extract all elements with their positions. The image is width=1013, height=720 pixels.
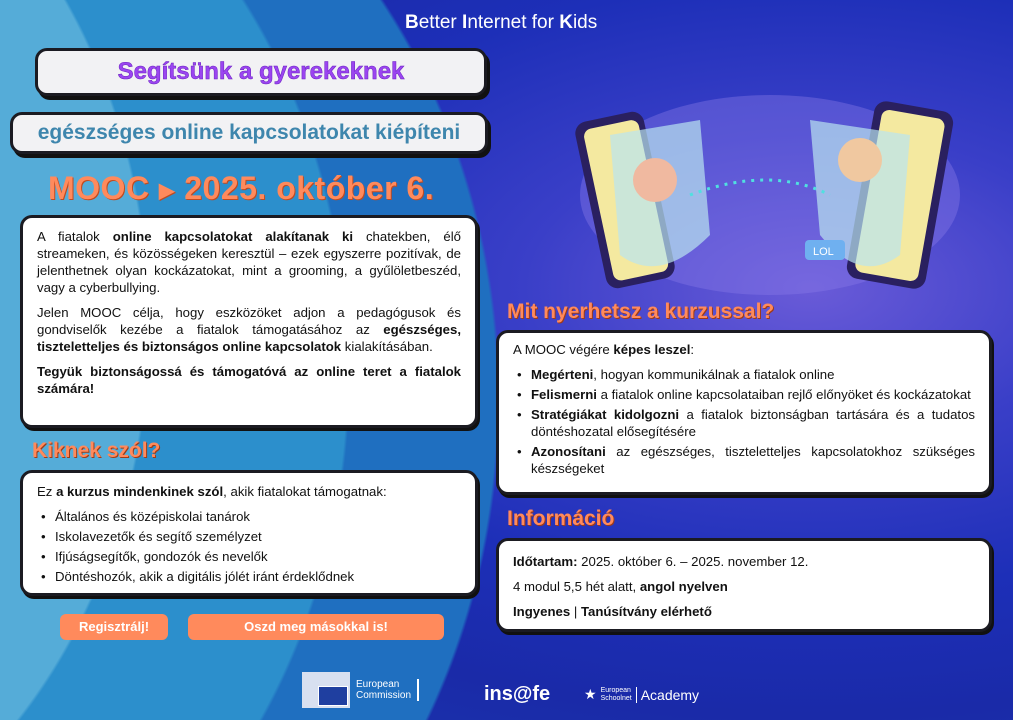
list-item: • Ifjúságsegítők, gondozók és nevelők: [37, 548, 461, 565]
list-item: • Stratégiákat kidolgozni a fiatalok biztonságban tartására és a tudatos döntéshozatal elősegítésére: [513, 406, 975, 440]
title-line-1: Segítsünk a gyerekeknek: [35, 48, 487, 96]
list-item: • Azonosítani az egészséges, tiszteletteljes kapcsolatokhoz szükséges készségeket: [513, 443, 975, 477]
audience-heading: Kiknek szól?: [32, 439, 161, 462]
play-icon: ▶: [158, 180, 175, 203]
list-item: • Megérteni, hogyan kommunikálnak a fiatalok online: [513, 366, 975, 383]
intro-box: A fiatalok online kapcsolatokat alakítanak ki chatekben, élő streameken, és közösségeken keresztül – ezek egyszerre pozitívak, de jelenthetnek olyan kockázatokat, mint a grooming, a gyűlöletbeszéd, vagy a cyberbullying. Jelen MOOC célja, hogy eszközöket adjon a pedagógusok és gondviselők kezébe a fiatalok támogatásához az egészséges, tiszteletteljes és biztonságos online kapcsolatok kialakításában. Tegyük biztonságossá és támogatóvá az online teret a fiatalok számára!: [20, 215, 478, 428]
benefits-heading: Mit nyerhetsz a kurzussal?: [507, 300, 775, 323]
info-heading: Információ: [507, 507, 615, 530]
audience-box: Ez a kurzus mindenkinek szól, akik fiatalokat támogatnak: • Általános és középiskolai tanárok • Iskolavezetők és segítő személyzet • Ifjúságsegítők, gondozók és nevelők • Döntéshozók, akik a digitális jólét iránt érdeklődnek: [20, 470, 478, 596]
share-button[interactable]: Oszd meg másokkal is!: [188, 614, 444, 640]
brand-logo: Better Internet for Kids: [405, 12, 598, 33]
list-item: • Általános és középiskolai tanárok: [37, 508, 461, 525]
info-box: Időtartam: 2025. október 6. – 2025. november 12. 4 modul 5,5 hét alatt, angol nyelven Ingyenes | Tanúsítvány elérhető: [496, 538, 992, 632]
list-item: • Felismerni a fiatalok online kapcsolataiban rejlő előnyöket és kockázatokat: [513, 386, 975, 403]
star-icon: ★: [584, 686, 597, 702]
insafe-logo: ins@fe: [484, 683, 551, 705]
illustration: [560, 85, 980, 305]
european-schoolnet-academy-logo: ★ European Schoolnet Academy: [584, 686, 700, 703]
lol-badge: LOL: [813, 246, 834, 258]
european-commission-logo: European Commission: [302, 672, 419, 708]
list-item: • Iskolavezetők és segítő személyzet: [37, 528, 461, 545]
benefits-box: A MOOC végére képes leszel: • Megérteni, hogyan kommunikálnak a fiatalok online • Felismerni a fiatalok online kapcsolataiban rejlő előnyöket és kockázatokat • Stratégiákat kidolgozni a fiatalok biztonságban tartására és a tudatos döntéshozatal elősegítésére • Azonosítani az egészséges, tiszteletteljes kapcsolatokhoz szükséges készségeket: [496, 330, 992, 495]
register-button[interactable]: Regisztrálj!: [60, 614, 168, 640]
mooc-date: MOOC ▶ 2025. október 6.: [48, 170, 435, 206]
eu-flag-icon: [302, 672, 350, 708]
title-line-2: egészséges online kapcsolatokat kiépíteni: [10, 112, 488, 154]
list-item: • Döntéshozók, akik a digitális jólét iránt érdeklődnek: [37, 568, 461, 585]
